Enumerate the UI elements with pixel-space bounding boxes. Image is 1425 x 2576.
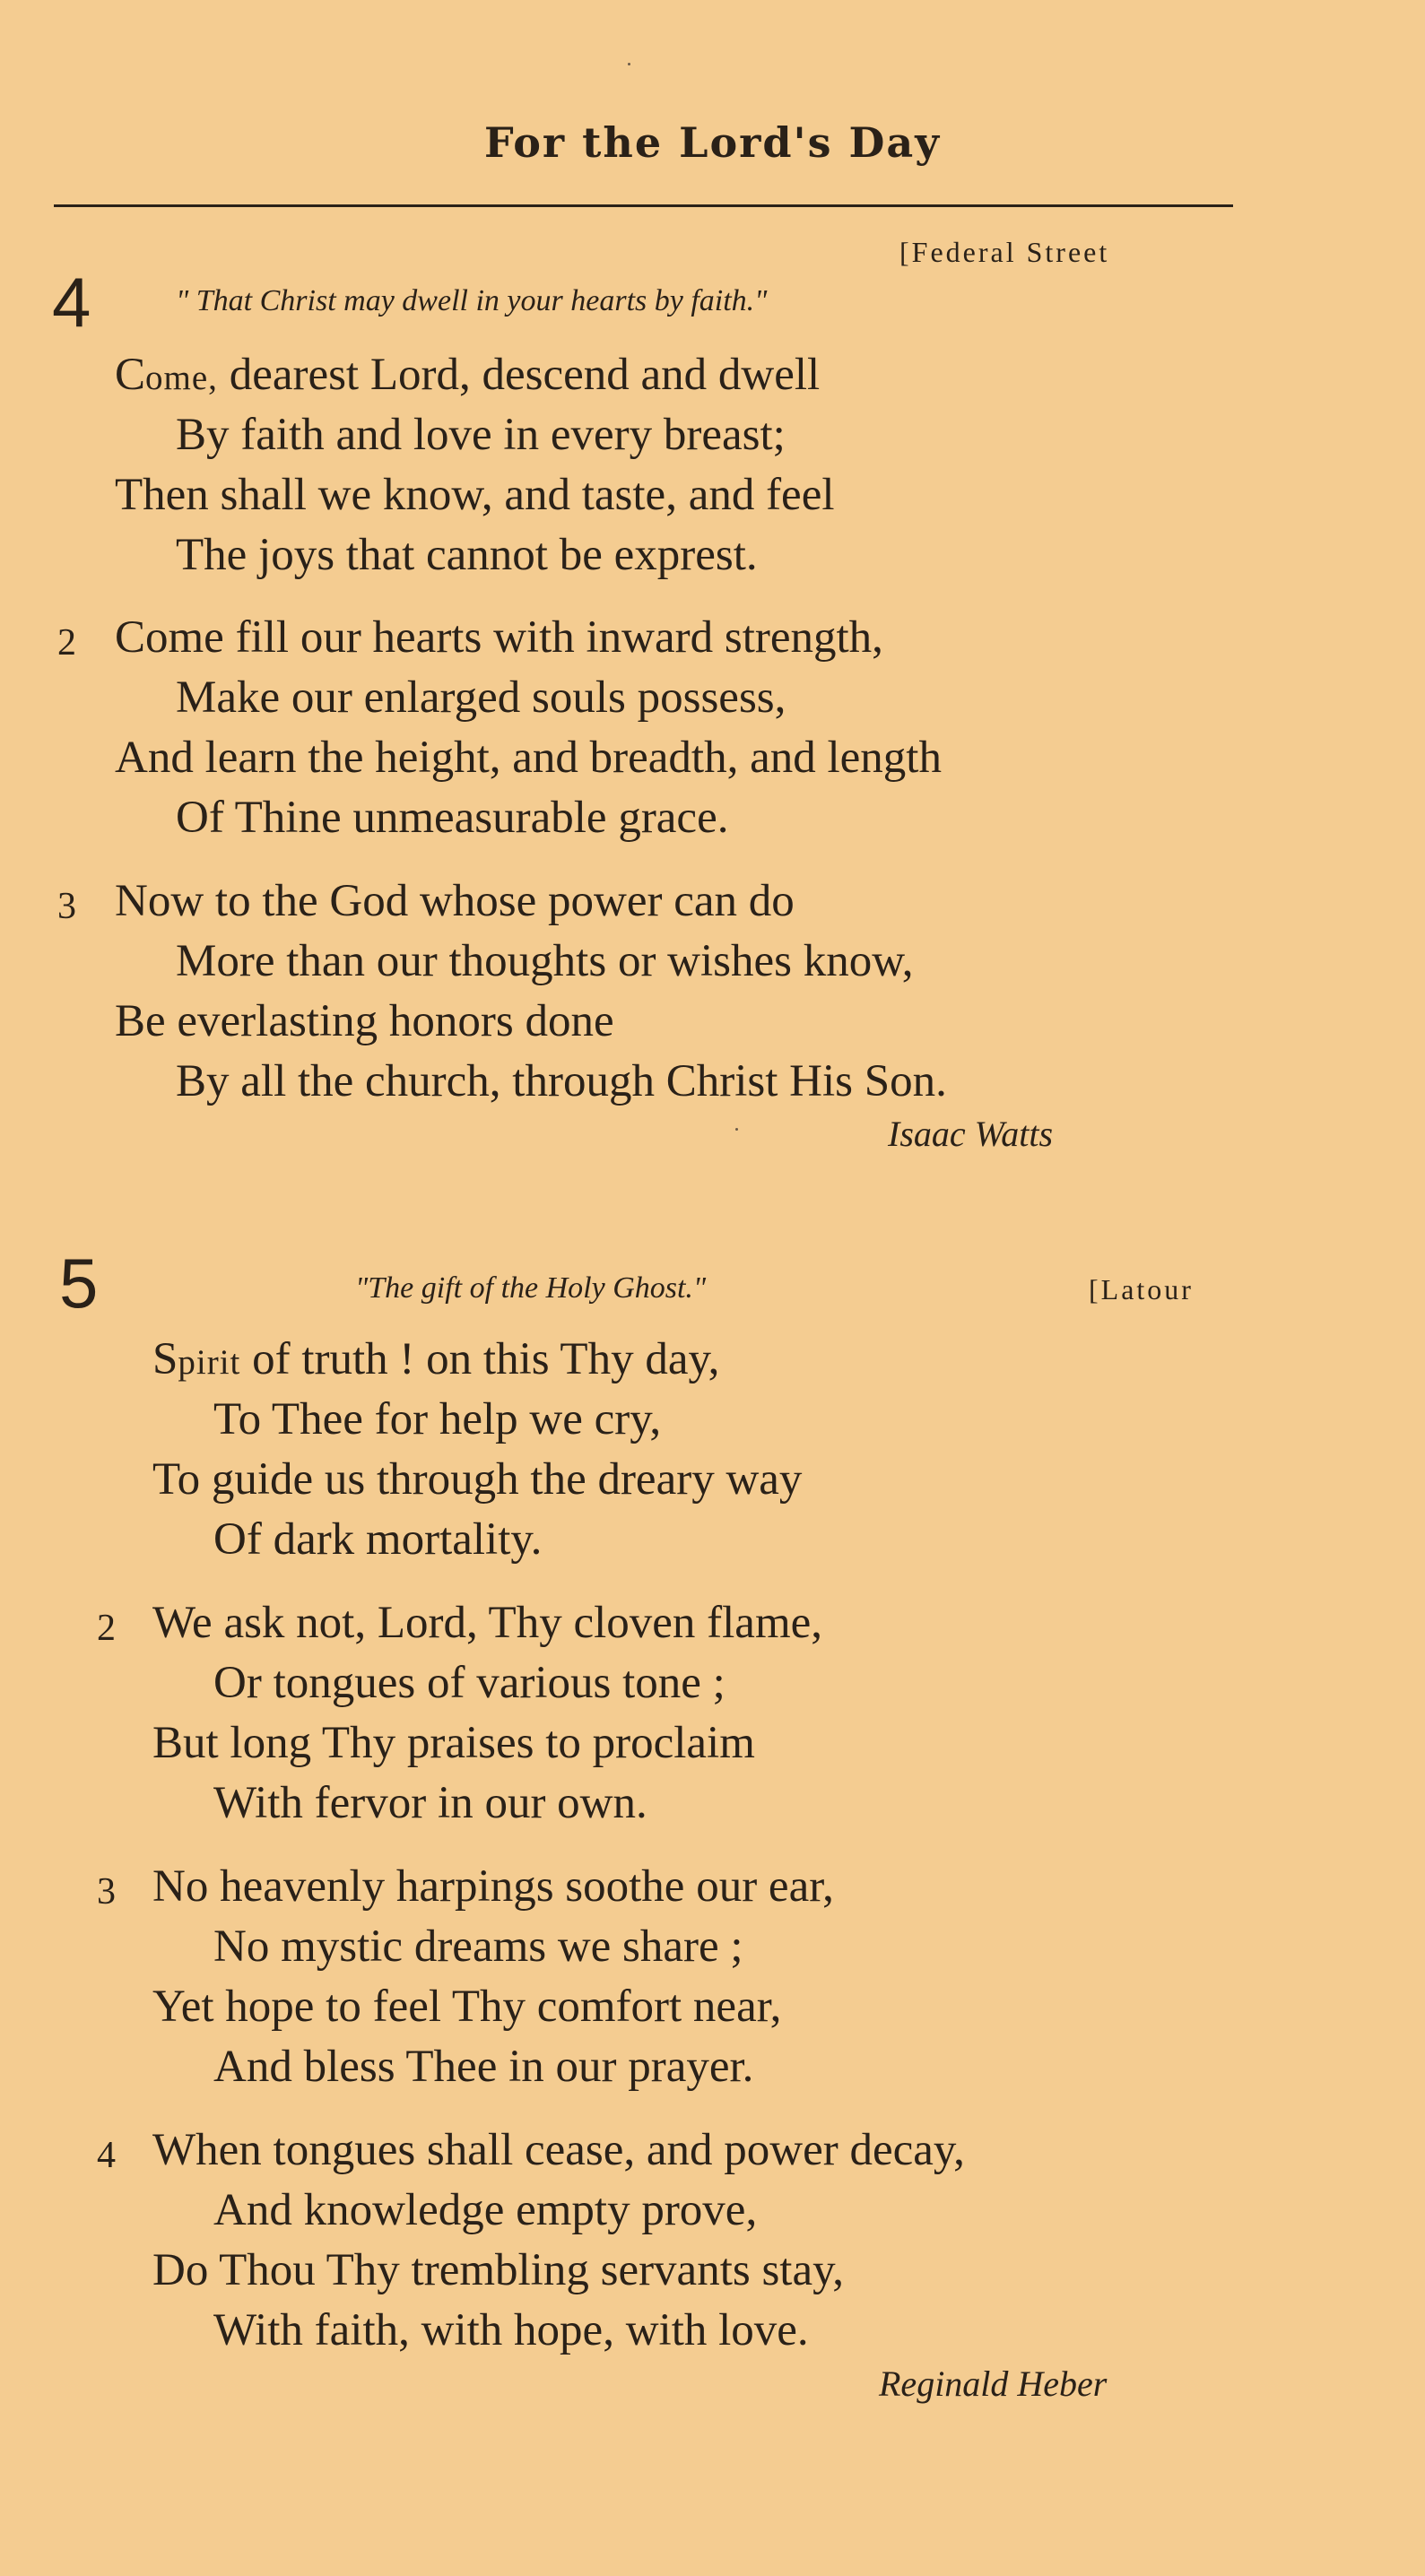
verse-line: With fervor in our own. (213, 1778, 647, 1828)
verse-line: Come fill our hearts with inward strength, (115, 612, 883, 663)
verse-line: Of Thine unmeasurable grace. (176, 793, 729, 843)
print-speck (735, 1128, 738, 1131)
verse-line: Make our enlarged souls possess, (176, 672, 786, 723)
verse-number: 2 (57, 622, 76, 664)
print-speck (628, 63, 630, 65)
running-head: For the Lord's Day (484, 118, 941, 167)
verse-line: Do Thou Thy trembling servants stay, (152, 2245, 845, 2295)
hymn-number: 5 (59, 1244, 99, 1323)
verse-line: Now to the God whose power can do (115, 876, 795, 926)
verse-line: And learn the height, and breadth, and length (115, 733, 942, 783)
tune-name: [Federal Street (899, 236, 1110, 268)
verse-line: Be everlasting honors done (115, 996, 614, 1046)
small-caps-word: pirit (178, 1343, 241, 1382)
hymn-epigraph: " That Christ may dwell in your hearts by faith." (176, 284, 768, 317)
verse-line: Or tongues of various tone ; (213, 1658, 726, 1708)
hymn-author: Isaac Watts (888, 1114, 1054, 1154)
small-caps-word: ome, (145, 359, 218, 397)
verse-number: 2 (97, 1608, 116, 1649)
verse-number: 3 (97, 1871, 116, 1912)
verse-line: With faith, with hope, with love. (213, 2305, 809, 2355)
verse-line: And knowledge empty prove, (213, 2185, 758, 2235)
hymn-author: Reginald Heber (879, 2364, 1108, 2404)
verse-line: By all the church, through Christ His Son. (176, 1056, 947, 1106)
verse-line: No mystic dreams we share ; (213, 1921, 743, 1972)
verse-line: More than our thoughts or wishes know, (176, 936, 914, 986)
hymn-number: 4 (52, 263, 91, 342)
verse-line: The joys that cannot be exprest. (176, 530, 758, 580)
tune-name: [Latour (1089, 1273, 1194, 1305)
verse-line: By faith and love in every breast; (176, 410, 786, 460)
verse-number: 4 (97, 2135, 116, 2176)
verse-line: Come, dearest Lord, descend and dwell (115, 350, 821, 400)
verse-line: We ask not, Lord, Thy cloven flame, (152, 1598, 822, 1648)
hymn-epigraph: "The gift of the Holy Ghost." (355, 1271, 707, 1305)
verse-line: But long Thy praises to proclaim (152, 1718, 755, 1768)
drop-initial: C (115, 350, 146, 400)
verse-line: No heavenly harpings soothe our ear, (152, 1861, 834, 1912)
verse-line: And bless Thee in our prayer. (213, 2042, 754, 2092)
verse-line: Spirit of truth ! on this Thy day, (152, 1334, 720, 1384)
verse-line: To guide us through the dreary way (152, 1454, 803, 1505)
drop-initial: S (152, 1334, 178, 1384)
verse-line: When tongues shall cease, and power decay, (152, 2125, 965, 2175)
verse-line: Yet hope to feel Thy comfort near, (152, 1982, 782, 2032)
header-rule (54, 204, 1233, 207)
verse-line: Of dark mortality. (213, 1514, 543, 1565)
verse-line: To Thee for help we cry, (213, 1394, 662, 1444)
verse-line: Then shall we know, and taste, and feel (115, 470, 835, 520)
verse-number: 3 (57, 886, 76, 927)
